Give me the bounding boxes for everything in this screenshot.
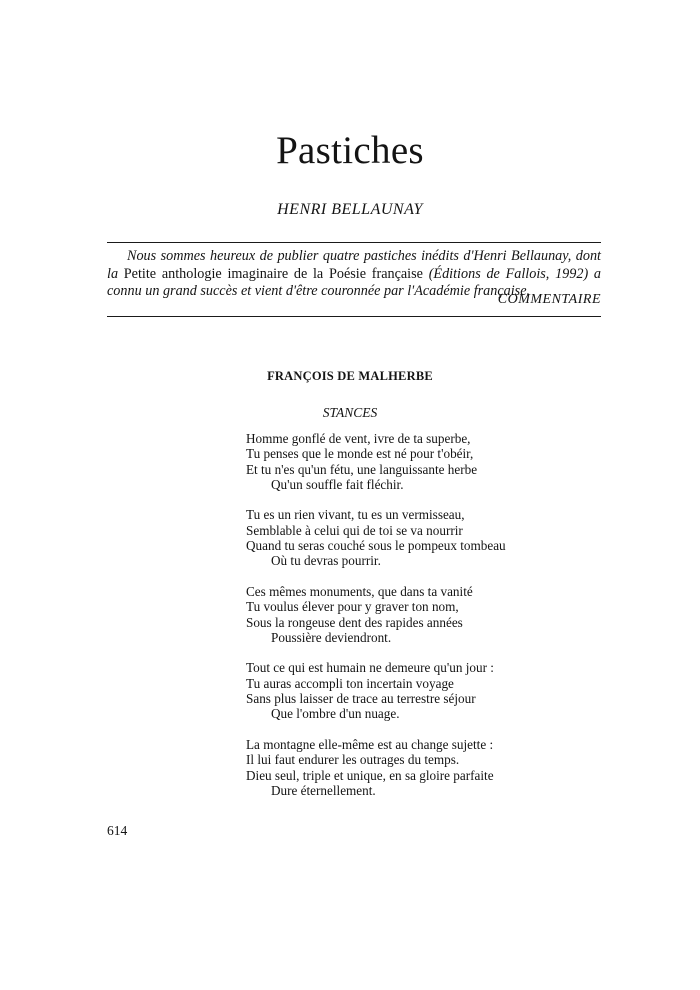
poem-stanza: [246, 660, 566, 721]
article-title: Pastiches: [276, 129, 424, 172]
poem-stanza: [246, 507, 566, 568]
poem-stanza: [246, 584, 566, 645]
poem-line: Sans plus laisser de trace au terrestre séjour: [246, 691, 476, 707]
poet-name: FRANÇOIS DE MALHERBE: [267, 369, 433, 383]
poem-line: Semblable à celui qui de toi se va nourrir: [246, 522, 463, 538]
intro-text-part3: (Éditions de Fallois, 1992) a connu un grand succès et vient d'être couronnée par l'Académie française.: [107, 265, 601, 299]
poem-line: Ces mêmes monuments, que dans ta vanité: [246, 583, 473, 599]
poem-line: Tu es un rien vivant, tu es un vermisseau,: [246, 507, 465, 523]
poem-line: La montagne elle-même est au change sujette :: [246, 736, 494, 752]
poem-stanza: [246, 737, 566, 798]
intro-signature: COMMENTAIRE: [497, 292, 601, 307]
bottom-rule: [107, 316, 601, 317]
poem-line: Tout ce qui est humain ne demeure qu'un jour :: [246, 660, 494, 676]
poem-line: Il lui faut endurer les outrages du temps.: [246, 752, 460, 768]
poem-line: Quand tu seras couché sous le pompeux tombeau: [246, 538, 506, 554]
poem-line: Que l'ombre d'un nuage.: [271, 706, 400, 722]
poem-line: Dure éternellement.: [271, 782, 376, 798]
intro-text-part1: Nous sommes heureux de publier quatre pastiches inédits d'Henri Bellaunay, dont la: [107, 248, 601, 282]
top-rule: [107, 242, 601, 243]
poem-line: Où tu devras pourrir.: [271, 553, 381, 569]
poem-title: STANCES: [322, 405, 378, 420]
poem-line: Poussière deviendront.: [271, 629, 392, 645]
page-number: 614: [107, 823, 128, 838]
poem-stanza: [246, 431, 566, 492]
poem-line: Sous la rongeuse dent des rapides années: [246, 614, 463, 630]
intro-book-title: Petite anthologie imaginaire de la Poésie française: [123, 265, 423, 282]
article-author: HENRI BELLAUNAY: [277, 201, 423, 218]
poem-line: Homme gonflé de vent, ivre de ta superbe,: [246, 431, 471, 446]
poem-line: Tu auras accompli ton incertain voyage: [246, 675, 454, 691]
poem-line: Tu voulus élever pour y graver ton nom,: [246, 599, 459, 615]
poem-line: Dieu seul, triple et unique, en sa gloire parfaite: [246, 767, 494, 783]
poem-line: Et tu n'es qu'un fétu, une languissante herbe: [246, 461, 478, 477]
poem-line: Tu penses que le monde est né pour t'obéir,: [246, 446, 474, 462]
poem-body: [246, 431, 566, 813]
poem-line: Qu'un souffle fait fléchir.: [271, 476, 404, 492]
